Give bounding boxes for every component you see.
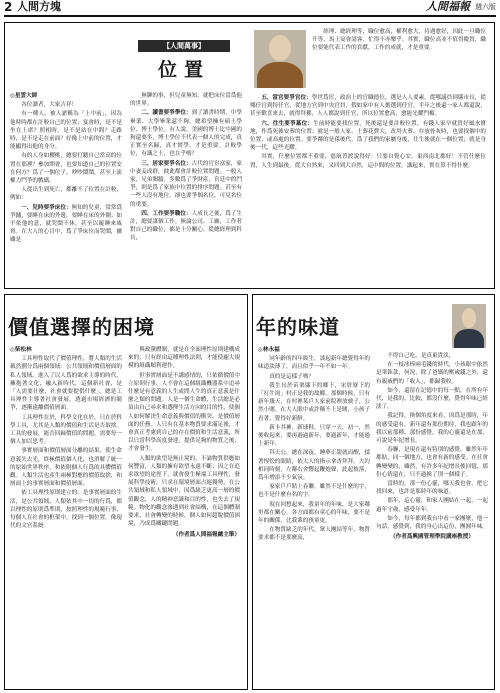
- paragraph: 有一種人，被人謔稱為「上中前」，因為他時時都在計較自己的位置；宴會時，是不是坐在上席？照相時，是不是站在中間？走路時，是不是走在前面？好像上中前的位置，才能顯得出他的身分。: [10, 111, 122, 151]
- bottom-left-col-2: [128, 346, 240, 682]
- paragraph: 古代的官宦富家，家中妻妾成群，彼此都會計較位置問題。一般人家，兄弟閱牆，多數爲了爭財產，宮廷中的鬥爭，則是爲了家族中位置的排序問題。甚至有一些人沒有地位，卻也要爭個名位，可見名位的重要。: [130, 160, 242, 208]
- article-title-position: 位置: [157, 59, 210, 81]
- paragraph: 不得自己吃，是真東貴淡，: [387, 353, 455, 359]
- article-title-value-dilemma: 價值選擇的困境: [8, 315, 155, 339]
- subheading: 三、居家要爭名位：: [141, 160, 192, 167]
- paragraph: 到了讀書時期，中學畢業、大學畢業還不夠，總希望擁有碩士學位、博士學位。有人說，美國的博士比中國的狗還要多，博士學位不代表一個人的完成，真正實至名歸，真才實學，才是重要。計較學位，有識之士，也在乎嗎？: [130, 110, 242, 158]
- edition-label: 週六版: [475, 3, 496, 11]
- paragraph: 拜天公，總在深夜，睡夢正甜就而醒，揉著惺忪的眼睛，依大人的指示拿香拜拜。大約相同時刻，左鄰右舍響起鞭炮聲，此起彼落，爲年增添不少氣氛。: [258, 450, 370, 482]
- page-header: [4, 0, 496, 14]
- header-rule: [4, 15, 496, 17]
- subheading: 五、當官要爭官位：: [261, 95, 312, 101]
- author-note: （作者爲興國管理學院講座教授）: [390, 534, 474, 541]
- paragraph: 在物質缺乏的年代，眾人團結等年，物質要求都不是那麼高，: [258, 527, 370, 542]
- page-number: 2: [4, 0, 13, 14]
- subheading: 四、工作要爭職位：: [141, 210, 192, 217]
- paragraph: 如今，每年都到我台中看一家團聚，他一句話，感覺到，我的身心出這份，團圓年味。: [376, 515, 488, 531]
- paragraph: 在一枝冰棒兩毛錢的時代，小孩眼中依然是筆鉅款，何況，除了爸媽的壓歲錢之外，還有親戚們的「收入」，都歸我收。: [376, 362, 488, 385]
- author-note: （作者爲人間福報總主筆）: [172, 532, 240, 539]
- byline: ◎林永福: [258, 347, 280, 353]
- paragraph: 學世爲宦，政治上的官職德位，選是人人要素。從哪議員到縣市長，從哪任官到特任官，從地方官到中央官員，假如家中有人擔選到任官，半年之後還一家人都還說，甚至歡喜來去，就得拜佛，人人都說到任官，所以位置愈高，愈能光耀門楣。: [250, 95, 486, 118]
- paragraph: 其實，什麼位置都不重要，慈航普渡說得好：只要自覺心安，東西南北都好！不管什麼位置，人生到最後，從大自然來，又回到大自然，這中間的位置，講起來，實在算不得什麼。: [250, 154, 486, 169]
- subheading: 一、兒時要爭床位：: [21, 204, 72, 211]
- byline: ◎柴松林: [10, 347, 32, 353]
- paragraph: 我生長於苗栗縣下的鄉下，宋厝寮下的「打牛崗」村正是我的故鄉。那個時候，只有新年幾天，在村裡某戶人家前院裡放映子，公然小賭。在大人眼中或許稱不上是賭，小孩子看著，覺得好新鮮。: [258, 382, 370, 422]
- paragraph: 人從出生到死亡，都離不了位置在計較，例如：: [10, 187, 122, 202]
- paragraph: 有的人身如櫻桃，總要打聽自己當高的位置在那裡？參加開會，也要知道自己的位置安在何方？爲了一個位子，吵吵鬧鬧，甚至上演權力鬥爭的戲碼。: [10, 153, 122, 185]
- subheading: 二、讀書要爭學位：: [141, 110, 192, 117]
- paragraph: 現在回想起來，我童年的年味，是大家鄰里都在關心，各方面都有童心的年味，要不是年的關係，比我輩的孩童更，: [258, 501, 370, 525]
- paragraph: 依工具理性原則建立的，是事實層面的生活，是公共領域，人類依其中一切的行爲，都以理性的原則爲準則，按照理性的規範行事，每個人在社會的框架中，找到一個位置。像現代的文官系統: [10, 490, 122, 530]
- paragraph: 無聊的事，但兒童無知，就把床位當爲他的世界。: [130, 93, 242, 108]
- byline: ◎星雲大師: [10, 93, 38, 99]
- paragraph: 我記得，換個角度來看，因爲是那時，年的感受還有，新年還有那份期待，我也跟年的我以前那種，那份感覺，我的心靈還是在那，可說是年紀增長。: [376, 413, 488, 445]
- paragraph: 無知的兒童，常常爲爭鋪，要睡在床的外邊，要睡在床的外側；如不依他的意，就哭鬧不休，甚至以罷睡來威脅。在大人的心目中，爲了爭床位而哭鬧，爾雖是: [10, 204, 122, 244]
- article-title-taste-of-new-year: 年的味道: [256, 315, 340, 339]
- paragraph: 人成長之後，爲了生計，總要謀個工作。無論公司、工廠，工作者對自己的職位，都是十分關心。從總經理到科長，: [130, 210, 242, 242]
- paragraph: 生前時能要找位置，死後還是要計較位置。有錢人家早就買好風水寶地，作爲死後安葬的位置；就是一般人家，土葬花費大，改用火葬，存放骨灰時，也要找個中的位置，或高處的位置。要爭鄰的是孫後代，爲了我們的家屬身後，往生後就在一個位置；就是身後一代，這些光耀。: [250, 120, 486, 152]
- top-col-2: [130, 92, 242, 282]
- top-col-3b: [250, 94, 486, 282]
- bottom-right-col-1: [258, 346, 370, 682]
- paragraph: 事實層面和價值層面分離的結果，使生命意義失去光，終極價值個人化，也消解了統一的原始世界秩序，和依附個人行爲的具體價值觀。人類生活也產生兩極對應的價值取捨，和層面上的事實層面和價值層面。: [10, 448, 122, 488]
- paragraph: 如今，還留在記憶中的每一點，在所有年代，是我的，比較，都沒什麼，覺得年味已經淡了。: [376, 387, 488, 411]
- bottom-right-col-2: [376, 352, 488, 682]
- subheading: 六、往生要爭墓位：: [261, 120, 314, 127]
- paragraph: 各位讀者，大家吉祥！: [21, 102, 78, 109]
- column-banner: 【人間萬事】: [138, 40, 230, 52]
- paragraph: 人類的欲望是無止境的，不論物質供應如何豐富，人類的擁有欲望永遠不斷；因之在追求欲望的途徑下，就會發生極端工具理性，發展科學技術，只求在環境層面占絕優勢，在公共領域和私人領域中，因爲缺乏更高一層的價值觀念，人的精神意識和目的性，也失去了規範。物化的觀念滲透到社會結構，在這個體制要求，社會轉變的時候，個人如何超脫價值困境，乃成爲關鍵問題。: [128, 455, 240, 528]
- author-portrait: [254, 30, 306, 88]
- paragraph: 春聯，是現在還有特別的感覺，雖然年年都貼，同一個地方，也會有新的感受。在社會轉變變的，雖然，有許多年紀增長後回憶，那份心情還在，只不過換了別一個樣子。: [376, 447, 488, 478]
- bottom-left-col-1: [10, 346, 122, 682]
- paragraph: 工具理性在於，科學文化在於，只在於科學工具，尤其是人類的價值和生活是否取捨。工具的發展，能否回歸價值的問題，需要每一個人加以思考。: [10, 414, 122, 446]
- paragraph: 那年，這心靈，和家人團結在一起，一起過年守歲，感受年年。: [376, 498, 488, 513]
- paragraph: 當時的，那一份心靈，哪天我也會，把它找回來，也許是那時年的味道。: [376, 481, 488, 496]
- paragraph: 家家戶戶貼上春聯，雖然不是什麼的字，也不是什麼有名的字。: [258, 484, 370, 499]
- paragraph: 經理、總經理等，職位愈高，權利愈大，待遇愈好，因此一旦職位升等，馬上宴會請客，忙得不亦樂乎。其實，職位高並不值得慶賀，職位要能代表工作的貢獻，工作的成就，才是重要。: [312, 29, 486, 52]
- section-name: 人間方塊: [17, 0, 61, 13]
- top-col-1: [10, 92, 122, 282]
- paragraph: 工具理性取代了價值理性，將人類的生活載然劃分爲兩個領域：公共領域和價值層面的私人領域。進入了以人爲的欲求主導的時代，擁抱著文化，融入新時代，這個新社會，是「人需要什麼，社會就要提供什麼」，總是工具理性主導著社會發展，透過市場經濟的競爭，逐漸遠離價值層面。: [10, 356, 122, 412]
- paragraph: 同年齡的四年級生，談起新年總覺得年的味道淡薄了，而且似乎一年不如一年。: [258, 356, 370, 371]
- author-photo: [452, 304, 486, 348]
- paragraph: 但事實層面是不講感情的，只依循價值中立原則行事，人不會在這個組織機器系中追尋什麼是有意義的人生或問人生的真正意義是什麼之類的問題。人是一個生命體，生活總是必須由自己尋求和選擇生活方向的目的性，使個人如何解決生命意義與價值的衝突，是價值層面的任務。人只有在基本物質要求滿足後，才會真正考慮到自己的存在價值和生活意義，所以只當科學高度發達，提供足夠的物質之後，才會發生。: [128, 372, 240, 453]
- paragraph: 新卡其褲，新球鞋，只穿一天，初一，然後收起來，要再過過新年，要過新年，才能過上新年。: [258, 424, 370, 448]
- paragraph: 真的是這樣子嗎？: [269, 373, 314, 380]
- paragraph: 與政黨體制，就是在全面理性原則建構成來的，只有經由這種理性法則，才能使龐大規模的組織順利運作。: [128, 347, 240, 370]
- masthead: 人間福報: [426, 0, 470, 13]
